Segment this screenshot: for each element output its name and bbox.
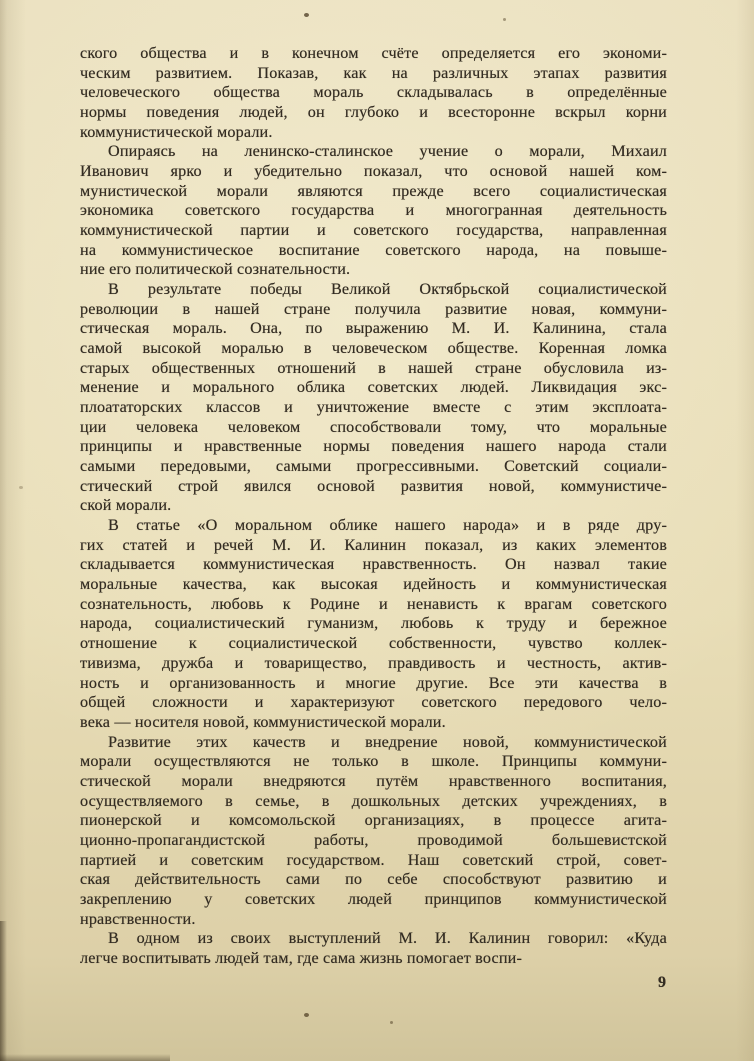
- text-line: ского общества и в конечном счёте определяется его экономи-: [80, 44, 667, 62]
- paragraph: [80, 733, 667, 930]
- text-line: В статье «О моральном облике нашего народа» и в ряде дру-: [108, 516, 667, 535]
- text-line: ческим развитием. Показав, как на различных этапах развития: [80, 63, 667, 82]
- text-line: морали осуществляются не только в школе. Принципы коммуни-: [80, 752, 667, 771]
- text-line: партией и советским государством. Наш советский строй, совет-: [80, 850, 667, 869]
- text-line: В результате победы Великой Октябрьской социалистической: [108, 280, 667, 299]
- text-line: Опираясь на ленинско-сталинское учение о морали, Михаил: [108, 142, 667, 161]
- text-line: складывается коммунистическая нравственность. Он назвал такие: [80, 555, 667, 574]
- text-line: гих статей и речей М. И. Калинин показал, из каких элементов: [80, 535, 667, 554]
- text-line: В одном из своих выступлений М. И. Калинин говорил: «Куда: [108, 929, 667, 948]
- text-line: принципы и нравственные нормы поведения нашего народа стали: [80, 437, 667, 456]
- text-line: ции человека человеком способствовали тому, что моральные: [80, 417, 667, 436]
- paragraph: [80, 516, 667, 732]
- text-line: тивизма, дружба и товарищество, правдивость и честность, актив-: [80, 653, 667, 672]
- text-line: ционно-пропагандистской работы, проводимой большевистской: [80, 830, 667, 849]
- text-line: закреплению у советских людей принципов коммунистической: [80, 889, 667, 908]
- paper-speck: [390, 1021, 393, 1024]
- text-line: человеческого общества мораль складывалась в определённые: [80, 83, 667, 102]
- text-line: века — носителя новой, коммунистической морали.: [80, 712, 446, 731]
- text-line: самой высокой моралью в человеческом обществе. Коренная ломка: [80, 339, 667, 358]
- paper-speck: [503, 18, 506, 21]
- text-line: старых общественных отношений в нашей стране обусловила из-: [80, 358, 667, 377]
- text-line: моральные качества, как высокая идейность и коммунистическая: [80, 575, 667, 594]
- paper-speck: [304, 1013, 309, 1017]
- text-line: ность и организованность и многие другие. Все эти качества в: [80, 673, 667, 692]
- page-edge-shadow-left: [0, 921, 7, 1061]
- text-line: осуществляемого в семье, в дошкольных детских учреждениях, в: [80, 791, 667, 810]
- text-line: нравственности.: [80, 909, 196, 928]
- text-line: менение и морального облика советских людей. Ликвидация экс-: [80, 378, 667, 397]
- text-line: коммунистической партии и советского государства, направленная: [80, 221, 667, 240]
- text-line: революции в нашей стране получила развитие новая, коммуни-: [80, 299, 667, 318]
- page-text: [80, 44, 667, 969]
- text-line: нормы поведения людей, он глубоко и всесторонне вскрыл корни: [80, 103, 667, 122]
- text-line: стический строй явился основой развития новой, коммунистиче-: [80, 476, 667, 495]
- paragraph: [80, 280, 667, 516]
- text-line: коммунистической морали.: [80, 122, 273, 141]
- page-number: 9: [658, 974, 666, 991]
- text-line: Иванович ярко и убедительно показал, что основой нашей ком-: [80, 162, 667, 181]
- text-line: сознательность, любовь к Родине и ненависть к врагам советского: [80, 594, 667, 613]
- text-line: мунистической морали являются прежде всего социалистическая: [80, 181, 667, 200]
- text-line: стическая мораль. Она, по выражению М. И. Калинина, стала: [80, 319, 667, 338]
- text-line: ская действительность сами по себе способствуют развитию и: [80, 870, 667, 889]
- text-line: самыми передовыми, самыми прогрессивными. Советский социали-: [80, 457, 667, 476]
- page-edge-shadow-bottom: [0, 1054, 170, 1061]
- text-line: плоататорских классов и уничтожение вместе с этим эксплоата-: [80, 398, 667, 417]
- text-line: экономика советского государства и многогранная деятельность: [80, 201, 667, 220]
- paragraph: [80, 142, 667, 280]
- paragraph: [80, 929, 667, 968]
- paper-speck: [304, 13, 309, 17]
- text-line: стической морали внедряются путём нравственного воспитания,: [80, 771, 667, 790]
- text-line: общей сложности и характеризуют советского передового чело-: [80, 693, 667, 712]
- text-line: отношение к социалистической собственности, чувство коллек-: [80, 634, 667, 653]
- paper-speck: [19, 486, 23, 489]
- text-line: на коммунистическое воспитание советского народа, на повыше-: [80, 240, 667, 259]
- text-line: народа, социалистический гуманизм, любовь к труду и бережное: [80, 614, 667, 633]
- paragraph: [80, 44, 667, 142]
- text-line: пионерской и комсомольской организациях, в процессе агита-: [80, 811, 667, 830]
- text-line: Развитие этих качеств и внедрение новой, коммунистической: [108, 732, 667, 751]
- text-line: ской морали.: [80, 496, 172, 515]
- text-line: легче воспитывать людей там, где сама жизнь помогает воспи-: [80, 948, 522, 967]
- text-line: ние его политической сознательности.: [80, 260, 351, 279]
